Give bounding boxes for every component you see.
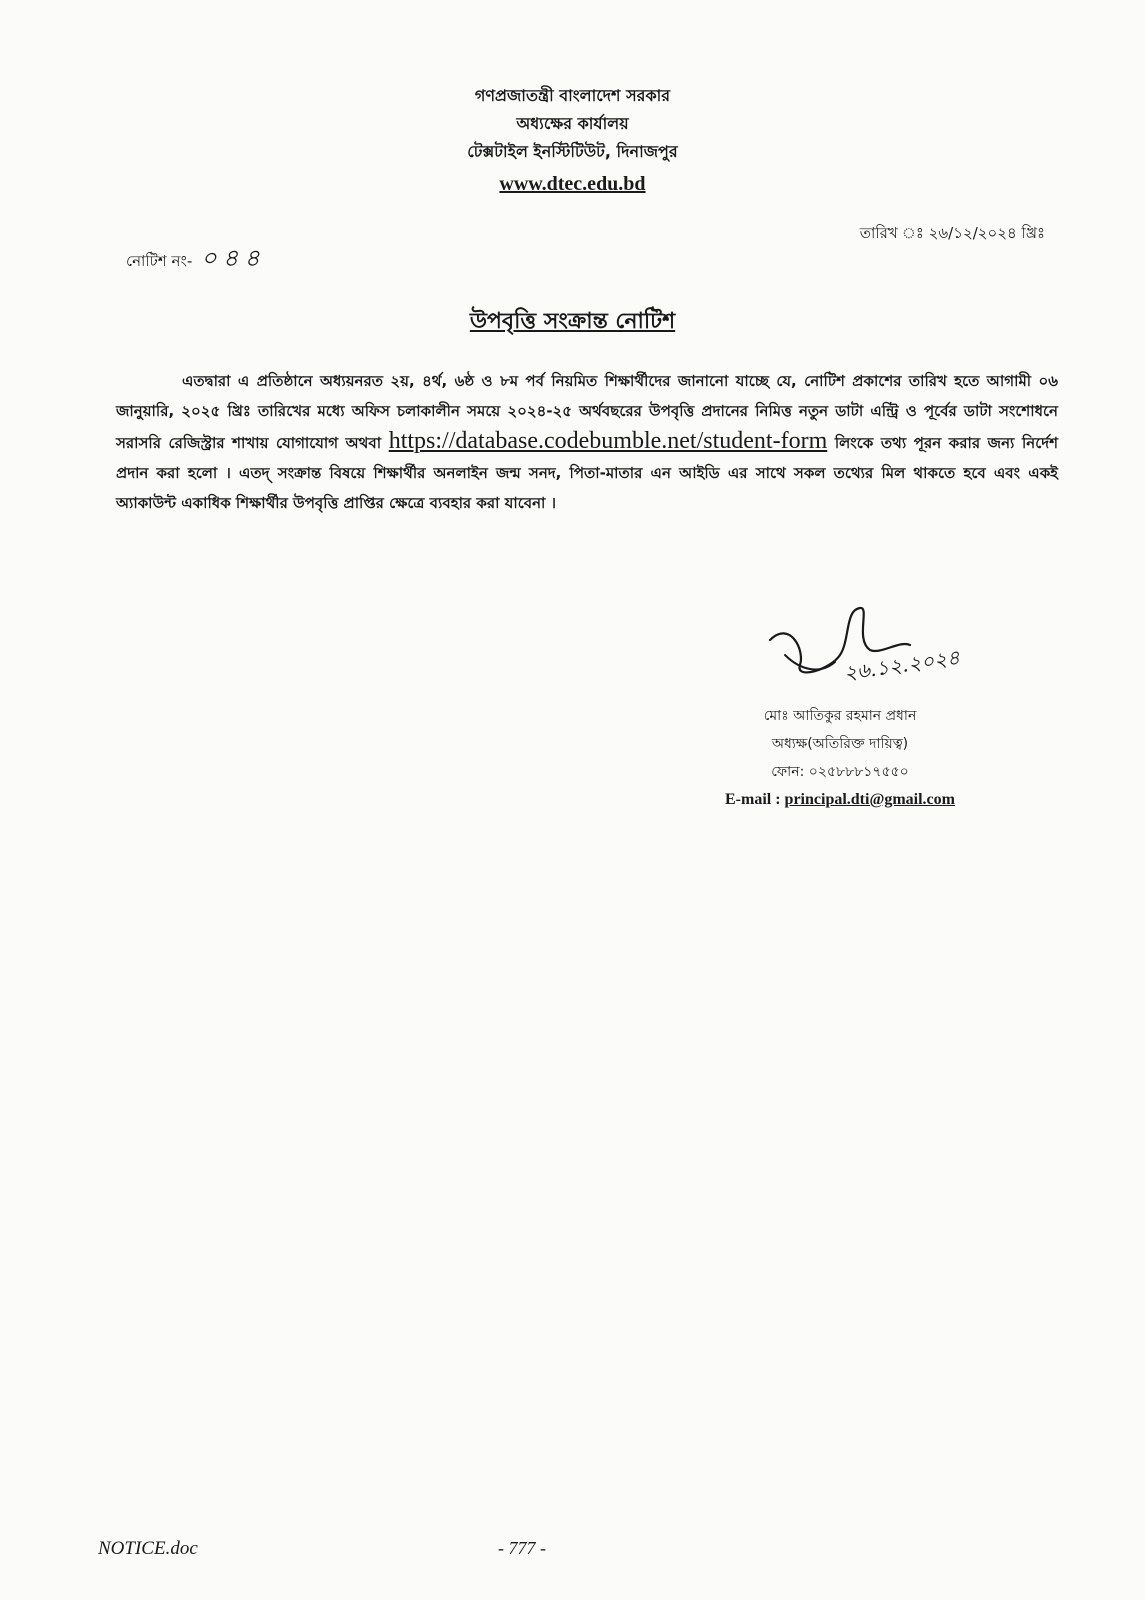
notice-date: তারিখ ঃ ২৬/১২/২০২৪ খ্রিঃ xyxy=(859,224,1045,242)
body-text-before-link: এতদ্বারা এ প্রতিষ্ঠানে অধ্যয়নরত ২য়, ৪র্থ, ৬ষ্ঠ ও ৮ম পর্ব নিয়মিত শিক্ষার্থীদের জানানো যাচ্ছে যে, নোটিশ প্রকাশের তারিখ হতে আগামী ০৬ জানুয়ারি, ২০২৫ খ্রিঃ তারিখের মধ্যে অফিস চলাকালীন সময়ে ২০২৪-২৫ অর্থবছরের উপবৃত্তি প্রদানের নিমিত্ত নতুন ডাটা এন্ট্রি ও পূর্বের ডাটা সংশোধনে সরাসরি রেজিস্ট্রার শাখায় যোগাযোগ অথবা xyxy=(116,372,1058,452)
footer-page-number: - 777 - xyxy=(498,1538,546,1558)
notice-number xyxy=(126,240,266,280)
handwritten-signature xyxy=(760,600,1030,690)
handwritten-date: ২৬.১২.২০২৪ xyxy=(842,644,962,685)
footer-file-name: NOTICE.doc xyxy=(98,1538,198,1559)
signatory-email xyxy=(640,786,1040,814)
email-label: E-mail : xyxy=(725,791,781,808)
notice-body xyxy=(116,366,1058,518)
office-name: অধ্যক্ষের কার্যালয় xyxy=(516,114,629,133)
letterhead xyxy=(0,82,1145,202)
email-address-link[interactable]: principal.dti@gmail.com xyxy=(784,791,955,808)
subject-text: উপবৃত্তি সংক্রান্ত নোটিশ xyxy=(469,309,676,334)
signatory-designation: অধ্যক্ষ(অতিরিক্ত দায়িত্ব) xyxy=(771,736,909,752)
institute-name: টেক্সটাইল ইনস্টিটিউট, দিনাজপুর xyxy=(467,142,678,161)
notice-subject xyxy=(0,304,1145,341)
notice-number-value: ০৪৪ xyxy=(201,244,266,272)
website-link[interactable]: www.dtec.edu.bd xyxy=(499,173,646,195)
signatory-name: মোঃ আতিকুর রহমান প্রধান xyxy=(763,708,917,724)
signatory-phone: ফোন: ০২৫৮৮৮১৭৫৫০ xyxy=(771,764,909,780)
government-name: গণপ্রজাতন্ত্রী বাংলাদেশ সরকার xyxy=(474,86,671,105)
signatory-block xyxy=(640,702,1040,814)
body-text-after-link: লিংকে তথ্য পূরন করার জন্য নির্দেশ প্রদান করা হলো । এতদ্ সংক্রান্ত বিষয়ে শিক্ষার্থীর অনলাইন জন্ম সনদ, পিতা-মাতার এন আইডি এর সাথে সকল তথ্যের মিল থাকতে হবে এবং একই অ্যাকাউন্ট একাধিক শিক্ষার্থীর উপবৃত্তি প্রাপ্তির ক্ষেত্রে ব্যবহার করা যাবেনা । xyxy=(116,434,1059,512)
student-form-link[interactable]: https://database.codebumble.net/student-form xyxy=(388,428,828,454)
notice-number-label: নোটিশ নং- xyxy=(126,252,193,270)
